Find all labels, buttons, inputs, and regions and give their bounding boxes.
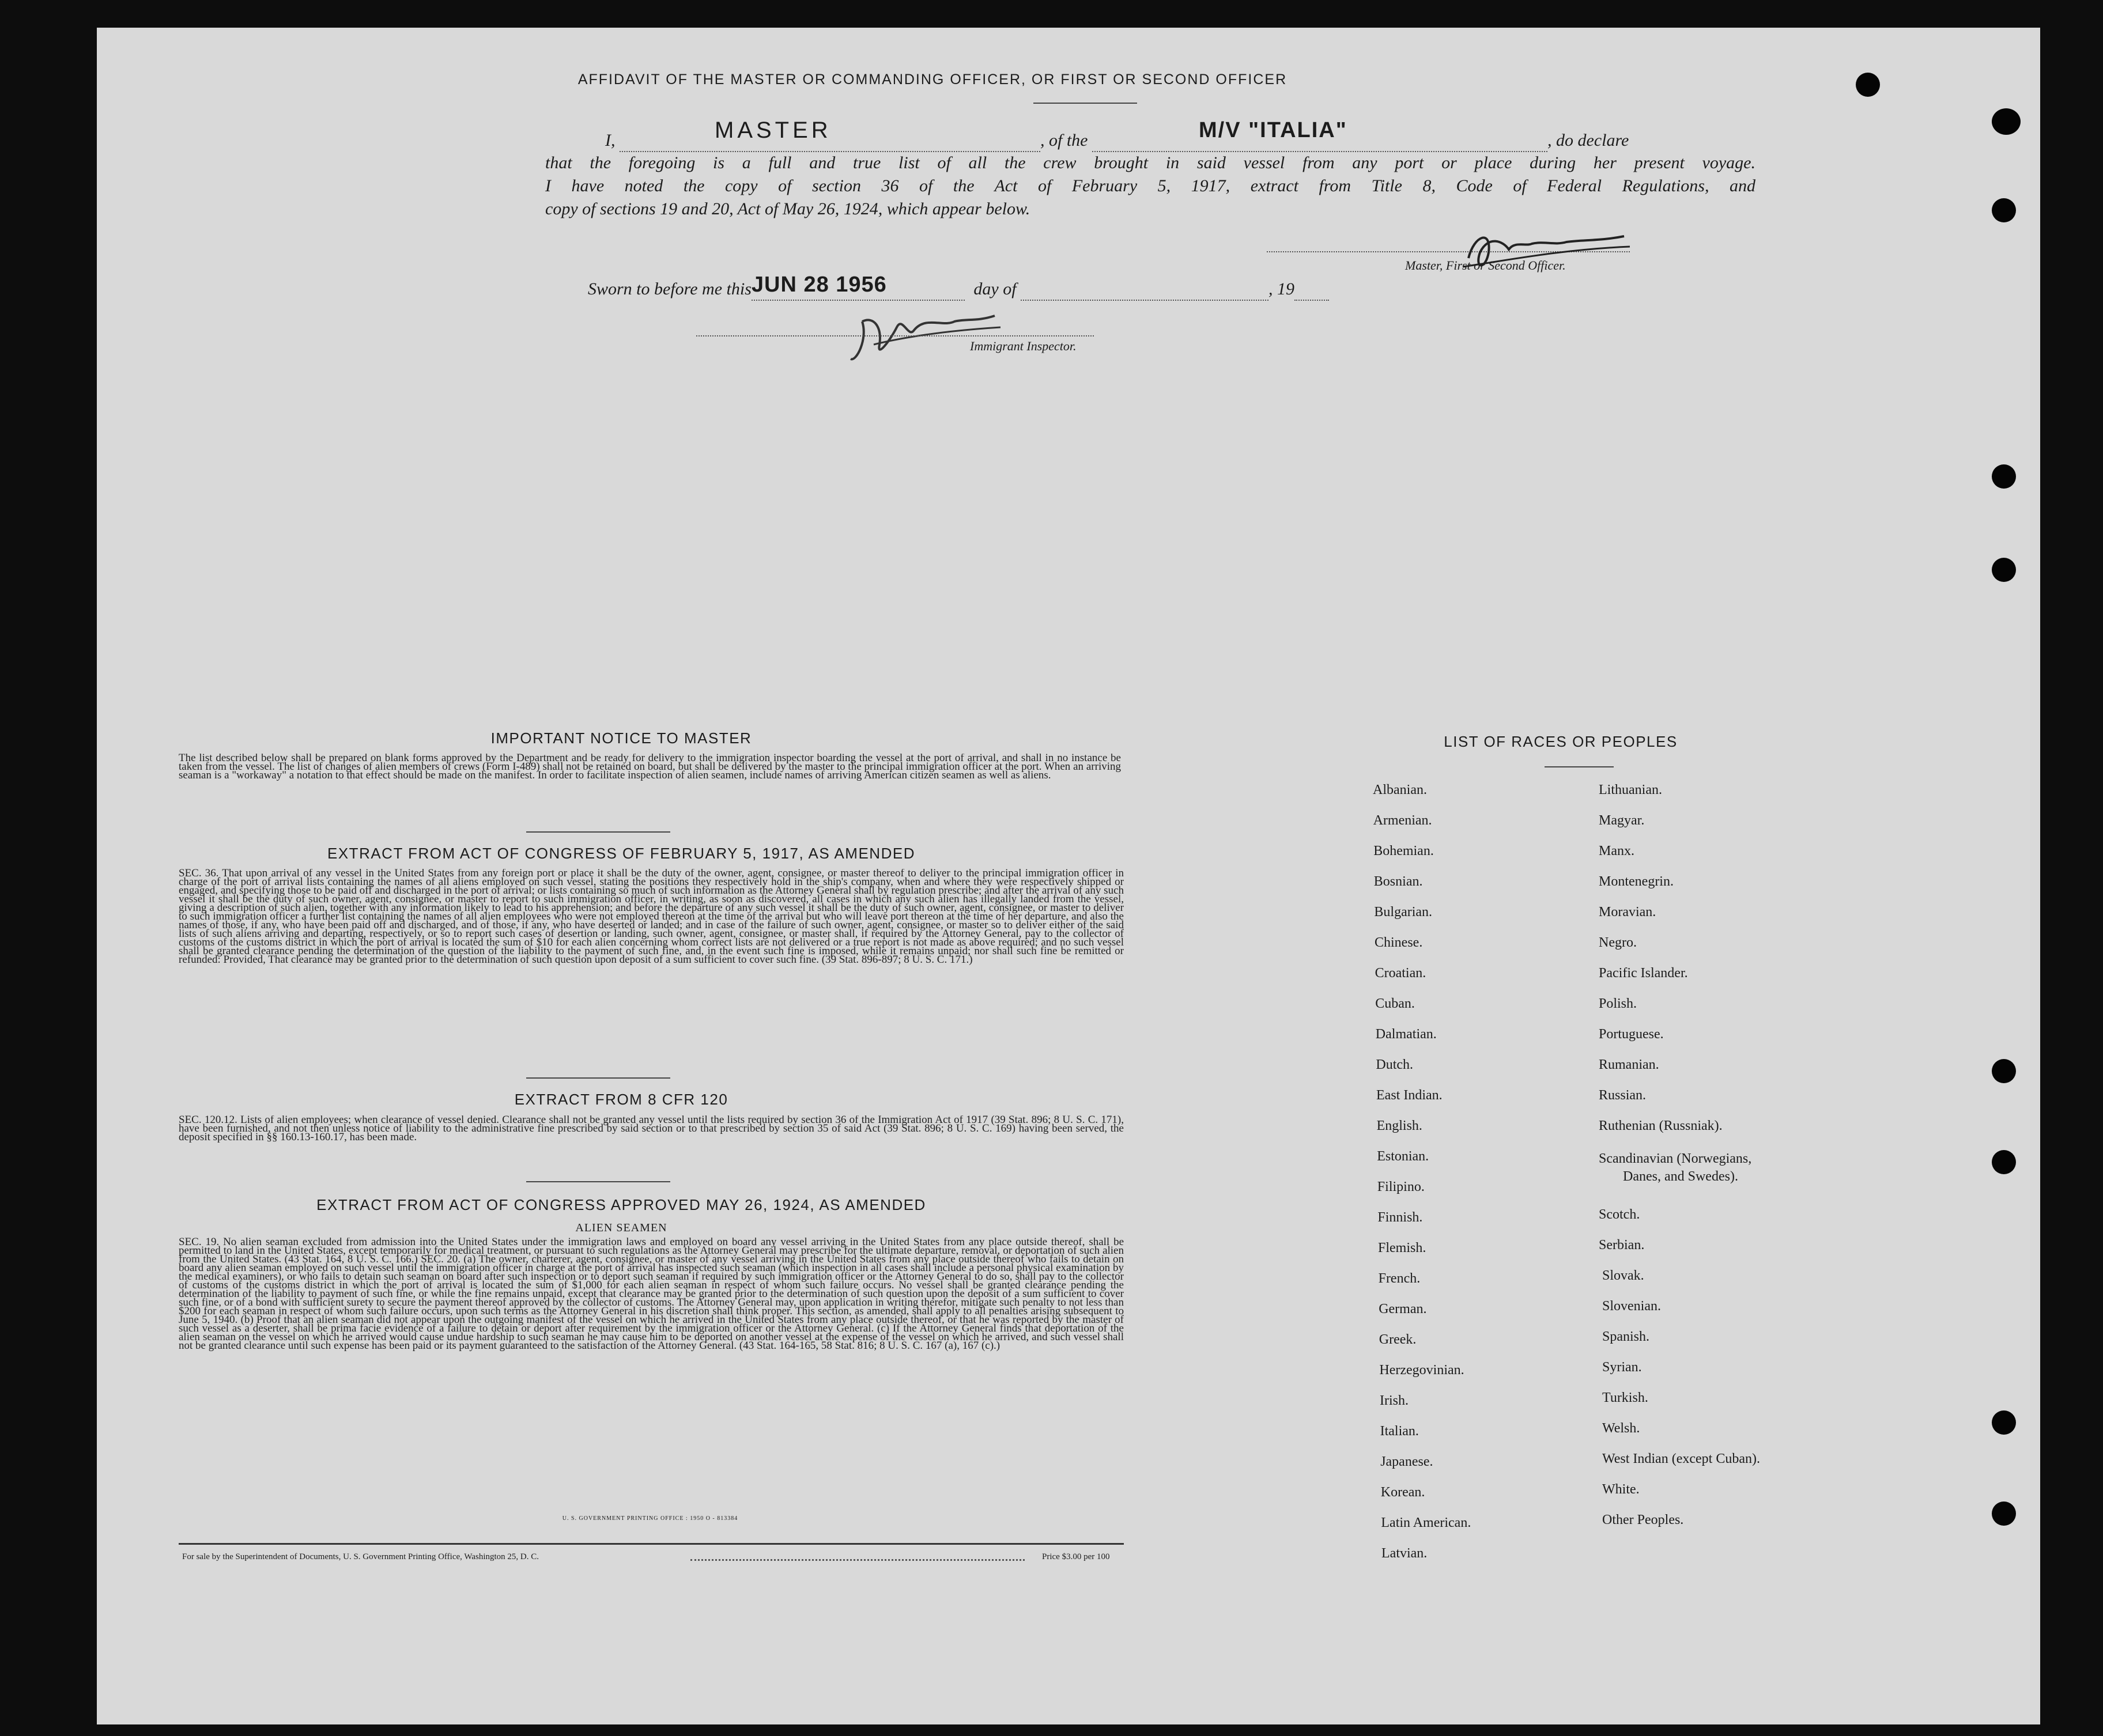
race-item: Estonian. xyxy=(1377,1149,1429,1164)
race-item: Chinese. xyxy=(1375,935,1423,950)
race-item: Greek. xyxy=(1379,1332,1417,1347)
race-item: Dutch. xyxy=(1376,1057,1414,1072)
race-item: Serbian. xyxy=(1599,1238,1645,1253)
race-item: Bulgarian. xyxy=(1374,905,1433,920)
race-item: East Indian. xyxy=(1376,1088,1443,1103)
race-item: Latvian. xyxy=(1381,1546,1428,1561)
master-signature-label: Master, First or Second Officer. xyxy=(1405,258,1566,273)
race-item: West Indian (except Cuban). xyxy=(1602,1451,1760,1466)
affidavit-line-1 xyxy=(588,118,1740,152)
races-divider xyxy=(1545,766,1614,767)
race-item: Irish. xyxy=(1380,1393,1409,1408)
footer-leaders xyxy=(690,1552,1025,1561)
vessel-field xyxy=(1092,118,1547,152)
date-stamp: JUN 28 1956 xyxy=(751,273,887,297)
extract-1924-title: EXTRACT FROM ACT OF CONGRESS APPROVED MAY 26, 1924, AS AMENDED xyxy=(316,1196,926,1213)
i-label: I, xyxy=(605,131,616,150)
inspector-signature-line xyxy=(696,335,1094,336)
race-item: English. xyxy=(1376,1118,1422,1133)
sworn-date-field xyxy=(751,273,965,301)
race-item: German. xyxy=(1379,1302,1427,1317)
race-item: Danes, and Swedes). xyxy=(1623,1169,1738,1184)
extract-1917-divider xyxy=(526,1077,670,1079)
race-item: Turkish. xyxy=(1602,1390,1648,1405)
sworn-line xyxy=(588,273,1510,301)
binder-hole xyxy=(1992,1150,2016,1174)
binder-hole xyxy=(1992,558,2016,582)
race-item: Slovenian. xyxy=(1602,1299,1661,1314)
footer-right: Price $3.00 per 100 xyxy=(1042,1552,1110,1561)
printing-office-line: U. S. GOVERNMENT PRINTING OFFICE : 1950 O - 813384 xyxy=(562,1515,738,1522)
title-divider xyxy=(1033,103,1137,104)
notice-divider xyxy=(526,831,670,833)
extract-cfr-divider xyxy=(526,1181,670,1182)
race-item: Magyar. xyxy=(1599,813,1645,828)
extract-cfr-body: SEC. 120.12. Lists of alien employees; when clearance of vessel denied. Clearance shall not be granted any vessel until the lists required by section 36 of the Immigration Act of 1917 (39 Stat. 896; 8 U. S. C. 171), have been furnished, and not then unless notice of liability to the administrative fine prescribed by said section or to that prescribed by section 35 of said Act (39 Stat. 896; 8 U. S. C. 169) having been served, the deposit specified in §§ 160.13-160.17, has been made. xyxy=(179,1115,1124,1143)
notice-body: The list described below shall be prepared on blank forms approved by the Department and be ready for delivery to the immigration inspector boarding the vessel at the port of arrival, and shall in no instance be taken from the vessel. The list of changes of alien members of crews (Form I-489) shall not be retained on board, but shall be delivered by the master to the principal immigration officer at the port. When an arriving seaman is a "workaway" a notation to that effect should be made on the manifest. In order to facilitate inspection of alien seamen, include names of arriving American citizen seamen as well as aliens. xyxy=(179,754,1121,781)
footer-rule xyxy=(179,1543,1124,1545)
extract-1924-body: SEC. 19. No alien seaman excluded from admission into the United States under the immigration laws and employed on board any vessel arriving in the United States from any place outside thereof, shall be permitted to land in the United States, except temporarily for medical treatment, or pursuant to such regulations as the Attorney General may prescribe for the ultimate departure, removal, or deportation of such alien from the United States. (43 Stat. 164, 8 U. S. C. 166.) SEC. 20. (a) The owner, charterer, agent, consignee, or master of any vessel arriving in the United States from any place outside thereof who fails to detain on board any alien seaman employed on such vessel until the immigration officer in charge at the port of arrival has inspected such seaman (which inspection in all cases shall include a personal physical examination by the medical examiners), or who fails to detain such seaman on board after such inspection or to deport such seaman if required by such immigration officer or the Attorney General to do so, shall pay to the collector of customs of the customs district in which the port of arrival is located the sum of $1,000 for each alien seaman in respect of whom such failure occurs. No vessel shall be granted clearance pending the determination of the liability to payment of such fine, or while the fine remains unpaid, except that clearance may be granted prior to the determination of such question upon the deposit of a sum sufficient to cover such fine, or of a bond with sufficient surety to secure the payment thereof approved by the collector of customs. The Attorney General may, upon application in writing therefor, mitigate such penalty to not less than $200 for each seaman in respect of whom such failure occurs, upon such terms as the Attorney General in his discretion shall think proper. This section, as amended, shall apply to all penalties arising subsequent to June 5, 1940. (b) Proof that an alien seaman did not appear upon the outgoing manifest of the vessel on which he arrived in the United States from any place outside thereof, or that he was reported by the master of such vessel as a deserter, shall be prima facie evidence of a failure to detain or deport after requirement by the immigration officer or the Attorney General. (c) If the Attorney General finds that deportation of the alien seaman on the vessel on which he arrived would cause undue hardship to such seaman he may cause him to be deported on another vessel at the expense of the vessel on which he arrived, and such vessel shall not be granted clearance until such expense has been paid or its payment guaranteed to the satisfaction of the Attorney General. (43 Stat. 164-165, 58 Stat. 816; 8 U. S. C. 167 (a), 167 (c).) xyxy=(179,1238,1124,1352)
race-item: Ruthenian (Russniak). xyxy=(1599,1118,1723,1133)
race-item: Albanian. xyxy=(1373,782,1427,797)
binder-hole xyxy=(1992,1410,2016,1435)
binder-hole xyxy=(1992,1059,2016,1083)
notice-title: IMPORTANT NOTICE TO MASTER xyxy=(490,729,752,747)
race-item: Polish. xyxy=(1599,996,1637,1011)
extract-cfr-title: EXTRACT FROM 8 CFR 120 xyxy=(514,1091,728,1108)
document-page xyxy=(97,28,2040,1724)
race-item: Scandinavian (Norwegians, xyxy=(1599,1151,1752,1166)
sworn-text: Sworn to before me this xyxy=(588,279,752,298)
binder-hole xyxy=(1856,73,1880,97)
extract-1924-subtitle: ALIEN SEAMEN xyxy=(575,1221,667,1234)
race-item: Welsh. xyxy=(1602,1421,1640,1436)
race-item: Armenian. xyxy=(1373,813,1432,828)
master-name-value: MASTER xyxy=(715,118,832,143)
race-item: French. xyxy=(1378,1271,1421,1286)
race-item: Lithuanian. xyxy=(1599,782,1662,797)
year-label: , 19 xyxy=(1268,279,1295,298)
extract-1917-body: SEC. 36. That upon arrival of any vessel in the United States from any foreign port or place it shall be the duty of the owner, agent, consignee, or master thereof to deliver to the principal immigration officer in charge of the port of arrival lists containing the names of all aliens employed on such vessel, stating the positions they respectively hold in the ship's company, when and where they were respectively shipped or engaged, and specifying those to be paid off and discharged in the port of arrival; or lists containing so much of such information as the Attorney General shall by regulation prescribe; and after the arrival of any such vessel it shall be the duty of such owner, agent, consignee, or master to report to such immigration officer, in writing, as soon as discovered, all cases in which any such alien has illegally landed from the vessel, giving a description of such alien, together with any information likely to lead to his apprehension; and before the departure of any such vessel it shall be the duty of such owner, agent, consignee, or master to deliver to such immigration officer a further list containing the names of all alien employees who were not employed thereon at the time of the arrival but who will leave port thereon at the time of her departure, and also the names of those, if any, who have been paid off and discharged, and of those, if any, who have deserted or landed; and in case of the failure of such owner, agent, consignee, or master so to deliver either of the said lists of such aliens arriving and departing, respectively, or so to report such cases of desertion or landing, such owner, agent, consignee, or master shall, if required by the Attorney General, pay to the collector of customs of the customs district in which the port of arrival is located the sum of $10 for each alien concerning whom correct lists are not delivered or a true report is not made as above required; and no such vessel shall be granted clearance pending the determination of the question of the liability to the payment of such fine, and, in the event such fine is imposed, while it remains unpaid; nor shall such fine be remitted or refunded: Provided, That clearance may be granted prior to the determination of such question upon deposit of a sum sufficient to cover such fine. (39 Stat. 896-897; 8 U. S. C. 171.) xyxy=(179,869,1124,966)
affidavit-line-3: I have noted the copy of section 36 of the Act of February 5, 1917, extract from Title 8, Code of Federal Regulations, and xyxy=(545,176,1755,195)
race-item: Dalmatian. xyxy=(1375,1027,1437,1042)
binder-hole xyxy=(1992,108,2021,135)
race-item: Slovak. xyxy=(1602,1268,1644,1283)
race-item: Moravian. xyxy=(1599,905,1656,920)
race-item: Bohemian. xyxy=(1373,844,1434,858)
do-declare-label: , do declare xyxy=(1547,131,1629,150)
race-item: Pacific Islander. xyxy=(1599,966,1688,981)
race-item: Negro. xyxy=(1599,935,1637,950)
affidavit-line-4: copy of sections 19 and 20, Act of May 26, 1924, which appear below. xyxy=(545,199,1030,218)
race-item: Manx. xyxy=(1599,844,1634,858)
year-field xyxy=(1294,282,1329,301)
race-item: Rumanian. xyxy=(1599,1057,1659,1072)
binder-hole xyxy=(1992,1501,2016,1526)
race-item: Cuban. xyxy=(1375,996,1415,1011)
race-item: Spanish. xyxy=(1602,1329,1650,1344)
races-title: LIST OF RACES OR PEOPLES xyxy=(1444,733,1678,750)
race-item: Herzegovinian. xyxy=(1379,1363,1464,1378)
month-field xyxy=(1021,282,1268,301)
of-the-label: , of the xyxy=(1040,131,1088,150)
binder-hole xyxy=(1992,198,2016,222)
affidavit-line-2: that the foregoing is a full and true list of all the crew brought in said vessel from any port or place during her present voyage. xyxy=(545,153,1755,172)
race-item: Montenegrin. xyxy=(1599,874,1674,889)
race-item: Korean. xyxy=(1380,1485,1425,1500)
race-item: Other Peoples. xyxy=(1602,1512,1684,1527)
extract-1917-title: EXTRACT FROM ACT OF CONGRESS OF FEBRUARY 5, 1917, AS AMENDED xyxy=(327,845,915,862)
footer-left: For sale by the Superintendent of Documents, U. S. Government Printing Office, Washington 25, D. C. xyxy=(182,1552,539,1561)
race-item: Italian. xyxy=(1380,1424,1419,1439)
race-item: Filipino. xyxy=(1377,1179,1425,1194)
master-name-field xyxy=(620,118,1040,152)
race-item: Croatian. xyxy=(1375,966,1426,981)
race-item: Russian. xyxy=(1599,1088,1647,1103)
race-item: Portuguese. xyxy=(1599,1027,1664,1042)
race-item: Bosnian. xyxy=(1373,874,1423,889)
race-item: Flemish. xyxy=(1378,1240,1426,1255)
race-item: Japanese. xyxy=(1380,1454,1433,1469)
day-of-label: day of xyxy=(973,279,1017,298)
race-item: Scotch. xyxy=(1599,1207,1640,1222)
inspector-label: Immigrant Inspector. xyxy=(970,339,1077,353)
race-item: Latin American. xyxy=(1381,1515,1471,1530)
race-item: Syrian. xyxy=(1602,1360,1642,1375)
affidavit-title: AFFIDAVIT OF THE MASTER OR COMMANDING OFFICER, OR FIRST OR SECOND OFFICER xyxy=(577,71,1288,88)
race-item: Finnish. xyxy=(1377,1210,1423,1225)
vessel-value: M/V "ITALIA" xyxy=(1199,118,1347,142)
race-item: White. xyxy=(1602,1482,1640,1497)
binder-hole xyxy=(1992,464,2016,489)
